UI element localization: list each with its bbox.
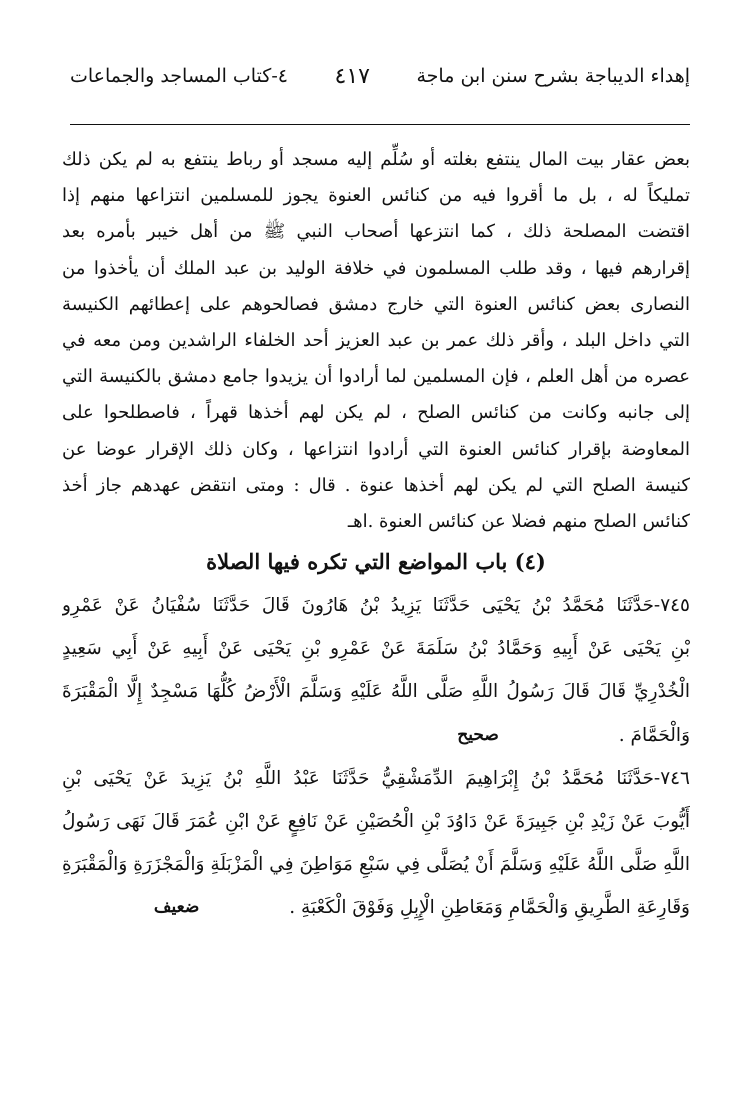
- hadith-line: الْخُدْرِيِّ قَالَ قَالَ رَسُولُ اللَّهِ صَلَّى اللَّهُ عَلَيْهِ وَسَلَّمَ الْأَرْضُ كُلُّهَا مَسْجِدٌ إِلَّا الْمَقْبَرَةَ: [62, 681, 690, 703]
- page-body: [62, 142, 690, 930]
- book-title: إهداء الديباجة بشرح سنن ابن ماجة: [416, 65, 690, 87]
- hadith-line: ٧٤٦-حَدَّثَنَا مُحَمَّدُ بْنُ إِبْرَاهِيمَ الدِّمَشْقِيُّ حَدَّثَنَا عَبْدُ اللَّهِ بْنُ يَزِيدَ عَنْ يَحْيَى بْنِ: [62, 767, 690, 789]
- commentary-line: النصارى بعض كنائس العنوة التي خارج دمشق فصالحوهم على إعطائهم الكنيسة: [62, 293, 690, 315]
- hadith-line: اللَّهِ صَلَّى اللَّهُ عَلَيْهِ وَسَلَّمَ أَنْ يُصَلَّى فِي سَبْعِ مَوَاطِنَ فِي الْمَزْبَلَةِ وَالْمَجْزَرَةِ وَالْمَقْبَرَةِ: [62, 854, 690, 876]
- hadith-line: ٧٤٥-حَدَّثَنَا مُحَمَّدُ بْنُ يَحْيَى حَدَّثَنَا يَزِيدُ بْنُ هَارُونَ قَالَ حَدَّثَنَا سُفْيَانُ عَنْ عَمْرِو: [62, 595, 690, 617]
- commentary-line: عصره من أهل العلم ، فإن المسلمين لما أرادوا أن يزيدوا جامع دمشق بالكنيسة التي: [62, 366, 690, 388]
- header-divider: [70, 124, 690, 125]
- hadith-line: وَقَارِعَةِ الطَّرِيقِ وَالْحَمَّامِ وَمَعَاطِنِ الْإِبِلِ وَفَوْقَ الْكَعْبَةِ .: [289, 897, 690, 919]
- commentary-paragraph: [62, 142, 690, 540]
- hadith-last-line: [62, 714, 690, 757]
- page-number: ٤١٧: [334, 63, 370, 89]
- hadith-line: وَالْحَمَّامَ .: [618, 724, 690, 746]
- commentary-line: المعاوضة بإقرار كنائس العنوة التي أرادوا انتزاعها ، وكان ذلك الإقرار عوضا عن: [62, 438, 690, 460]
- commentary-line: التي داخل البلد ، وأقر ذلك عمر بن عبد العزيز أحد الخلفاء الراشدين ومن معه في: [62, 329, 690, 351]
- section-heading: (٤) باب المواضع التي تكره فيها الصلاة: [206, 549, 546, 575]
- hadith-745: [62, 584, 690, 757]
- grade-label: صحيح: [457, 724, 499, 745]
- hadith-line: بْنِ يَحْيَى عَنْ أَبِيهِ وَحَمَّادُ بْنُ سَلَمَةَ عَنْ عَمْرِو بْنِ يَحْيَى عَنْ أَبِيهِ عَنْ أَبِي سَعِيدٍ: [62, 638, 690, 660]
- commentary-line: كنيسة الصلح التي لم يكن لهم أخذها عنوة . قال : ومتى انتقض عهدهم جاز أخذ: [62, 474, 690, 496]
- hadith-line: أَيُّوبَ عَنْ زَيْدِ بْنِ جَبِيرَةَ عَنْ دَاوُدَ بْنِ الْحُصَيْنِ عَنْ نَافِعٍ عَنْ ابْنِ عُمَرَ قَالَ نَهَى رَسُولُ: [62, 811, 690, 832]
- commentary-line: كنائس الصلح منهم فضلا عن كنائس العنوة .اهـ: [347, 510, 690, 532]
- chapter-title: ٤-كتاب المساجد والجماعات: [70, 65, 288, 87]
- hadith-last-line: [62, 886, 690, 929]
- commentary-line: إلى جانبه وكانت من كنائس الصلح ، لم يكن لهم أخذها قهراً ، فاصطلحوا على: [62, 402, 690, 424]
- commentary-line: تمليكاً له ، بل ما أقروا فيه من كنائس العنوة يجوز للمسلمين انتزاعها منهم إذا: [62, 185, 690, 207]
- commentary-line: إقرارهم فيها ، وقد طلب المسلمون في خلافة الوليد بن عبد الملك أن يأخذوا من: [62, 257, 690, 279]
- commentary-line: اقتضت المصلحة ذلك ، كما انتزعها أصحاب النبي ﷺ من أهل خيبر بأمره بعد: [62, 221, 690, 243]
- running-header: [70, 58, 690, 94]
- hadith-746: [62, 757, 690, 930]
- grade-label: ضعيف: [153, 897, 200, 918]
- commentary-line: بعض عقار بيت المال ينتفع بغلته أو سُلِّم إليه مسجد أو رباط ينتفع به لم يكن ذلك: [62, 149, 690, 170]
